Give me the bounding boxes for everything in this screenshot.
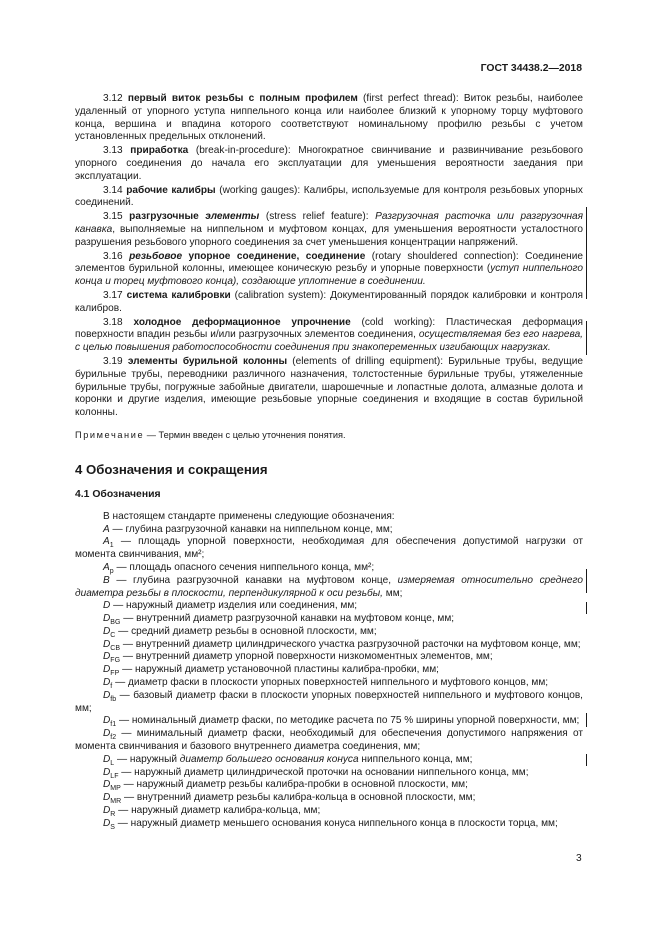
note-text: — Термин введен с целью уточнения понятия.: [146, 429, 346, 440]
symbol-DC: $D_C$ — средний диаметр резьбы в основной плоскости, мм;: [103, 625, 377, 639]
change-bar: [586, 713, 587, 727]
page-number: 3: [576, 853, 582, 864]
term-3-16: 3.16 резьбовое упорное соединение, соединение (rotary shouldered connection): Соединение элементов бурильной колонны, имеющее коническую резьбу и упорные поверхности (уступ ниппельного конца и торец муфтового конца), создающие уплотнение в соединении.: [75, 250, 584, 288]
symbol-DLF: $D_{LF}$ — наружный диаметр цилиндрической проточки на основании ниппельного конца, мм;: [103, 766, 529, 780]
term-3-13: 3.13 приработка (break-in-procedure): Многократное свинчивание и развинчивание резьбового упорного соединения до начала его эксплуатации для уменьшения вероятности заедания при эксплуатации.: [75, 145, 583, 182]
symbol-DFP: $D_{FP}$ — наружный диаметр установочной пластины калибра-пробки, мм;: [103, 664, 439, 678]
term-3-18: 3.18 холодное деформационное упрочнение (cold working): Пластическая деформация поверхности впадин резьбы и/или разгрузочных элементов соединения, осуществляемая без его нагрева, с целью повышения работоспособности соединения при знакопеременных изгибающих нагрузках.: [75, 316, 583, 354]
section-title: 4 Обозначения и сокращения: [75, 461, 268, 477]
change-bar: [586, 321, 587, 355]
change-bar: [586, 602, 587, 614]
change-bar: [586, 569, 587, 593]
symbols-intro: В настоящем стандарте применены следующие обозначения:: [103, 510, 395, 522]
subsection-title: 4.1 Обозначения: [75, 488, 161, 500]
symbol-Dfb: $D_{fb}$ — базовый диаметр фаски в плоскости упорных поверхностей ниппельного и муфтового концов, мм;: [75, 689, 583, 714]
symbol-DMR: $D_{MR}$ — внутренний диаметр резьбы калибра-кольца в основной плоскости, мм;: [103, 792, 476, 806]
symbol-Df2: $D_{f2}$ — минимальный диаметр фаски, необходимый для обеспечения допустимого напряжения от момента свинчивания и базового внутреннего диаметра соединения, мм;: [75, 728, 583, 753]
symbol-A: A — глубина разгрузочной канавки на ниппельном конце, мм;: [103, 523, 393, 535]
symbol-Ap: $A_p$ — площадь опасного сечения ниппельного конца, мм²;: [103, 561, 375, 575]
symbols-list: [75, 511, 583, 831]
symbol-DFG: $D_{FG}$ — внутренний диаметр упорной поверхности низкомоментных элементов, мм;: [103, 651, 493, 665]
symbol-DL: $D_L$ — наружный диаметр большего основания конуса ниппельного конца, мм;: [103, 753, 473, 767]
document-header: ГОСТ 34438.2—2018: [480, 63, 582, 74]
symbol-DMP: $D_{MP}$ — наружный диаметр резьбы калибра-пробки в основной плоскости, мм;: [103, 779, 468, 793]
note: [75, 429, 583, 442]
change-bar: [586, 754, 587, 766]
page-content: [75, 93, 583, 831]
symbol-B: B — глубина разгрузочной канавки на муфтовом конце, измеряемая относительно среднего диаметра резьбы в плоскости, перпендикулярной к оси резьбы, мм;: [75, 574, 583, 599]
symbol-Df1: $D_{f1}$ — номинальный диаметр фаски, по методике расчета по 75 % ширины упорной поверхности, мм;: [103, 715, 580, 729]
term-3-17: 3.17 система калибровки (calibration system): Документированный порядок калибровки и контроля калибров.: [75, 289, 584, 314]
term-3-19: 3.19 элементы бурильной колонны (elements of drilling equipment): Бурильные трубы, ведущие бурильные трубы, переводники различного назначения, толстостенные бурильные трубы, утяжеленные бурильные трубы, погружные забойные двигатели, шарошечные и лопастные долота, алмазные долота и коронки и другие изделия, имеющие резьбовые упорные соединения и входящие в состав бурильной колонны.: [75, 355, 583, 419]
note-label: Примечание: [75, 429, 145, 440]
symbol-Df: $D_f$ — диаметр фаски в плоскости упорных поверхностей ниппельного и муфтового концов, мм;: [103, 677, 549, 691]
symbol-D: D — наружный диаметр изделия или соединения, мм;: [103, 600, 358, 612]
symbol-DS: $D_S$ — наружный диаметр меньшего основания конуса ниппельного конца в плоскости торца, мм;: [103, 817, 558, 831]
symbol-DBG: $D_{BG}$ — внутренний диаметр разгрузочной канавки на муфтовом конце, мм;: [103, 613, 455, 627]
symbol-A1: $A_1$ — площадь упорной поверхности, необходимая для обеспечения допустимой нагрузки от момента свинчивания, мм²;: [75, 536, 583, 561]
term-3-15: 3.15 разгрузочные элементы (stress relief feature): Разгрузочная расточка или разгрузочная канавка, выполняемые на ниппельном и муфтовом концах, для уменьшения вероятности усталостного разрушения резьбового упорного соединения за счет уменьшения концентрации напряжений.: [75, 211, 584, 248]
symbol-DCB: $D_{CB}$ — внутренний диаметр цилиндрического участка разгрузочной расточки на муфтовом конце, мм;: [103, 638, 581, 652]
term-3-12: 3.12 первый виток резьбы с полным профилем (first perfect thread): Виток резьбы, наиболее удаленный от упорного уступа ниппельного конца или наиболее близкий к упорному торцу муфтового конца, вершина и впадина которого соответствуют номинальному профилю резьбы с учетом установленных предельных отклонений.: [75, 93, 583, 143]
change-bar: [586, 257, 587, 299]
term-3-14: 3.14 рабочие калибры (working gauges): Калибры, используемые для контроля резьбовых упорных соединений.: [75, 184, 583, 209]
symbol-DR: $D_R$ — наружный диаметр калибра-кольца, мм;: [103, 805, 321, 819]
change-bar: [586, 207, 587, 257]
